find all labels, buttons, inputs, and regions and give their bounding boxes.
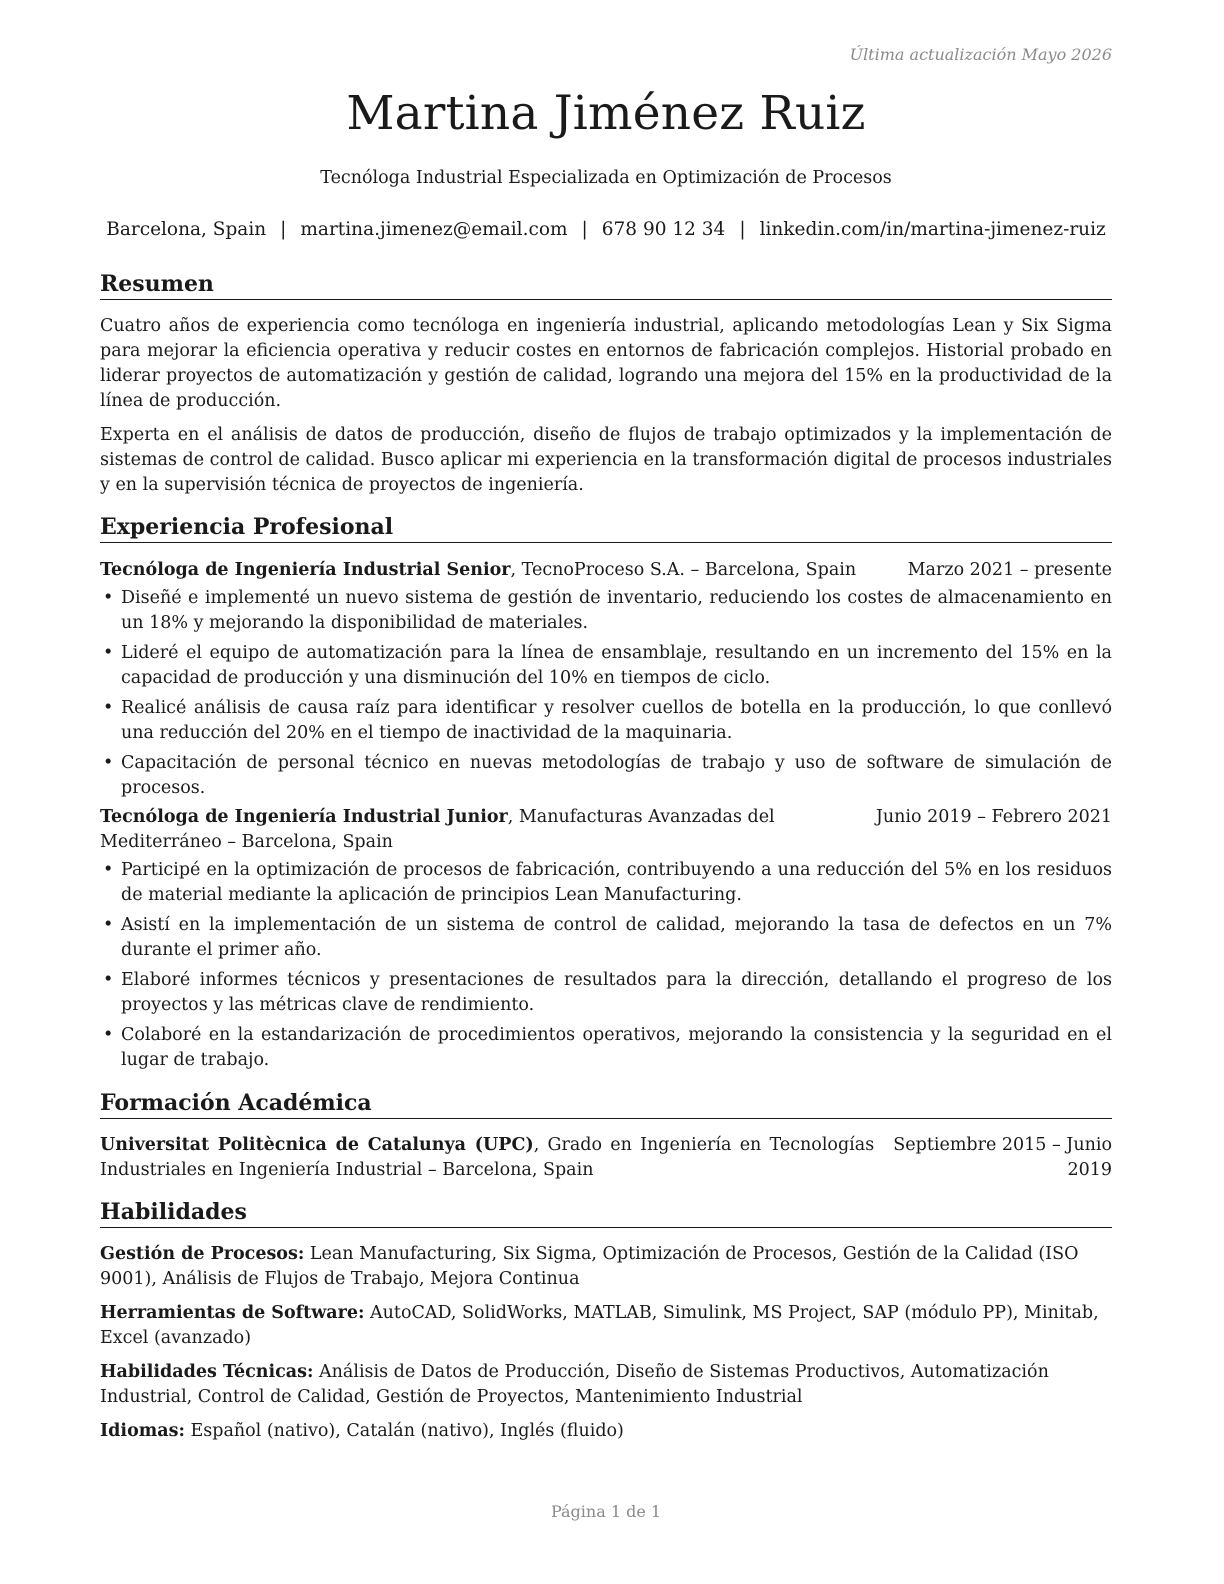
job-role: Tecnóloga de Ingeniería Industrial Junior — [100, 807, 508, 827]
job-dates: Marzo 2021 – presente — [907, 560, 1112, 580]
bullet-icon: • — [103, 698, 114, 718]
skill-label: Idiomas: — [100, 1421, 185, 1441]
skills-section — [100, 1242, 1112, 1453]
job-role-line — [100, 805, 866, 855]
bullet-text: Diseñé e implementé un nuevo sistema de gestión de inventario, reduciendo los costes de almacenamiento en un 18% y mejorando la disponibilidad de materiales. — [121, 588, 1112, 633]
skill-value: Análisis de Datos de Producción, Diseño de Sistemas Productivos, Automatización Industrial, Control de Calidad, Gestión de Proyectos, Mantenimiento Industrial — [100, 1362, 1049, 1407]
contact-line — [100, 219, 1112, 240]
job-entry — [100, 805, 1112, 1078]
bullet-text: Lideré el equipo de automatización para la línea de ensamblaje, resultando en un incremento del 15% en la capacidad de producción y una disminución del 10% en tiempos de ciclo. — [121, 643, 1112, 688]
list-item — [100, 913, 1112, 963]
list-item — [100, 641, 1112, 691]
job-role-line — [100, 558, 856, 583]
list-item — [100, 1023, 1112, 1073]
education-degree: , Grado en Ingeniería en Tecnologías Industriales en Ingeniería Industrial – Barcelona, Spain — [100, 1135, 875, 1180]
list-item — [100, 751, 1112, 801]
bullet-icon: • — [103, 753, 114, 773]
job-bullets — [100, 858, 1112, 1073]
bullet-icon: • — [103, 1025, 114, 1045]
skill-group — [100, 1242, 1112, 1292]
education-section — [100, 1133, 1112, 1183]
candidate-name: Martina Jiménez Ruiz — [346, 86, 866, 141]
job-dates: Junio 2019 – Febrero 2021 — [875, 807, 1112, 827]
contact-linkedin-link[interactable]: linkedin.com/in/martina-jimenez-ruiz — [759, 219, 1106, 240]
bullet-text: Asistí en la implementación de un sistema de control de calidad, mejorando la tasa de defectos en un 7% durante el primer año. — [121, 915, 1112, 960]
job-bullets — [100, 586, 1112, 801]
job-header — [100, 558, 1112, 583]
contact-separator: | — [581, 219, 588, 240]
bullet-text: Realicé análisis de causa raíz para identificar y resolver cuellos de botella en la producción, lo que conllevó una reducción del 20% en el tiempo de inactividad de la maquinaria. — [121, 698, 1112, 743]
skill-label: Habilidades Técnicas: — [100, 1362, 314, 1382]
list-item — [100, 696, 1112, 746]
section-title-skills: Habilidades — [100, 1199, 1112, 1228]
list-item — [100, 858, 1112, 908]
list-item — [100, 586, 1112, 636]
skill-label: Gestión de Procesos: — [100, 1244, 305, 1264]
resume-page — [100, 0, 1112, 1584]
skill-group — [100, 1360, 1112, 1410]
summary-section — [100, 314, 1112, 507]
contact-phone: 678 90 12 34 — [601, 219, 726, 240]
bullet-text: Elaboré informes técnicos y presentaciones de resultados para la dirección, detallando el progreso de los proyectos y las métricas clave de rendimiento. — [121, 970, 1112, 1015]
bullet-icon: • — [103, 860, 114, 880]
bullet-text: Colaboré en la estandarización de procedimientos operativos, mejorando la consistencia y la seguridad en el lugar de trabajo. — [121, 1025, 1112, 1070]
job-header — [100, 805, 1112, 855]
education-institution: Universitat Politècnica de Catalunya (UPC) — [100, 1135, 534, 1155]
bullet-text: Capacitación de personal técnico en nuevas metodologías de trabajo y uso de software de simulación de procesos. — [121, 753, 1112, 798]
bullet-icon: • — [103, 588, 114, 608]
section-title-experience: Experiencia Profesional — [100, 514, 1112, 543]
section-title-education: Formación Académica — [100, 1090, 1112, 1119]
headline: Tecnóloga Industrial Especializada en Optimización de Procesos — [320, 168, 892, 188]
contact-separator: | — [739, 219, 746, 240]
bullet-icon: • — [103, 643, 114, 663]
section-title-summary: Resumen — [100, 271, 1112, 300]
job-org: , TecnoProceso S.A. – Barcelona, Spain — [510, 560, 857, 580]
skill-group — [100, 1301, 1112, 1351]
skill-value: AutoCAD, SolidWorks, MATLAB, Simulink, MS Project, SAP (módulo PP), Minitab, Excel (avanzado) — [100, 1303, 1099, 1348]
skill-group — [100, 1419, 1112, 1444]
contact-separator: | — [280, 219, 287, 240]
bullet-icon: • — [103, 915, 114, 935]
skill-value: Lean Manufacturing, Six Sigma, Optimización de Procesos, Gestión de la Calidad (ISO 9001), Análisis de Flujos de Trabajo, Mejora Continua — [100, 1244, 1079, 1289]
bullet-icon: • — [103, 970, 114, 990]
bullet-text: Participé en la optimización de procesos de fabricación, contribuyendo a una reducción del 5% en los residuos de material mediante la aplicación de principios Lean Manufacturing. — [121, 860, 1112, 905]
skill-label: Herramientas de Software: — [100, 1303, 365, 1323]
contact-email-link[interactable]: martina.jimenez@email.com — [300, 219, 568, 240]
job-role: Tecnóloga de Ingeniería Industrial Senior — [100, 560, 511, 580]
list-item — [100, 968, 1112, 1018]
education-dates: Septiembre 2015 – Junio 2019 — [893, 1135, 1112, 1180]
education-entry — [100, 1133, 1112, 1183]
contact-location: Barcelona, Spain — [106, 219, 267, 240]
last-updated: Última actualización Mayo 2026 — [849, 45, 1112, 64]
job-org: , Manufacturas Avanzadas del Mediterráneo – Barcelona, Spain — [100, 807, 775, 852]
job-entry — [100, 558, 1112, 806]
skill-value: Español (nativo), Catalán (nativo), Inglés (fluido) — [184, 1421, 624, 1441]
education-detail — [100, 1133, 874, 1183]
page-number: Página 1 de 1 — [550, 1502, 662, 1521]
summary-paragraph: Experta en el análisis de datos de producción, diseño de flujos de trabajo optimizados y la implementación de sistemas de control de calidad. Busco aplicar mi experiencia en la transformación digital de procesos industriales y en la supervisión técnica de proyectos de ingeniería. — [100, 425, 1112, 495]
summary-paragraph: Cuatro años de experiencia como tecnóloga en ingeniería industrial, aplicando metodologías Lean y Six Sigma para mejorar la eficiencia operativa y reducir costes en entornos de fabricación complejos. Historial probado en liderar proyectos de automatización y gestión de calidad, logrando una mejora del 15% en la productividad de la línea de producción. — [100, 316, 1112, 411]
